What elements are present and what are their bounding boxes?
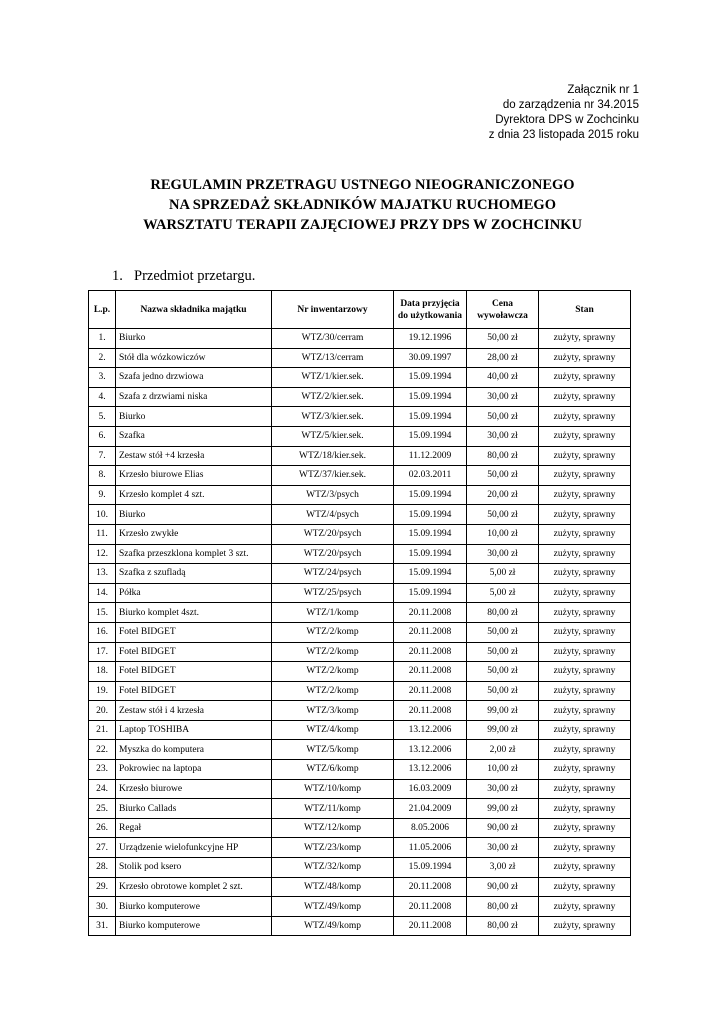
annex-line-3: Dyrektora DPS w Zochcinku xyxy=(495,114,639,126)
cell-date: 15.09.1994 xyxy=(394,544,467,564)
header-lp: L.p. xyxy=(89,291,116,329)
cell-price: 80,00 zł xyxy=(467,603,539,623)
table-row xyxy=(89,485,631,505)
cell-lp: 31. xyxy=(89,916,116,936)
cell-date: 20.11.2008 xyxy=(394,916,467,936)
cell-name: Biurko komputerowe xyxy=(116,897,272,917)
cell-name: Laptop TOSHIBA xyxy=(116,720,272,740)
cell-lp: 15. xyxy=(89,603,116,623)
cell-lp: 14. xyxy=(89,583,116,603)
cell-inventory: WTZ/2/komp xyxy=(272,622,394,642)
cell-inventory: WTZ/3/komp xyxy=(272,701,394,721)
header-name: Nazwa składnika majątku xyxy=(116,291,272,329)
cell-price: 80,00 zł xyxy=(467,446,539,466)
table-row xyxy=(89,799,631,819)
cell-price: 5,00 zł xyxy=(467,583,539,603)
cell-state: zużyty, sprawny xyxy=(539,916,631,936)
section-number: 1. xyxy=(112,268,123,284)
table-row xyxy=(89,760,631,780)
cell-state: zużyty, sprawny xyxy=(539,701,631,721)
table-row xyxy=(89,701,631,721)
table-row xyxy=(89,505,631,525)
cell-inventory: WTZ/49/komp xyxy=(272,916,394,936)
cell-name: Myszka do komputera xyxy=(116,740,272,760)
cell-state: zużyty, sprawny xyxy=(539,877,631,897)
cell-price: 10,00 zł xyxy=(467,760,539,780)
cell-date: 30.09.1997 xyxy=(394,348,467,368)
cell-lp: 16. xyxy=(89,622,116,642)
cell-inventory: WTZ/12/komp xyxy=(272,818,394,838)
cell-date: 15.09.1994 xyxy=(394,407,467,427)
cell-price: 50,00 zł xyxy=(467,681,539,701)
cell-name: Stolik pod ksero xyxy=(116,858,272,878)
cell-price: 50,00 zł xyxy=(467,622,539,642)
cell-inventory: WTZ/32/komp xyxy=(272,858,394,878)
table-row xyxy=(89,603,631,623)
table-row xyxy=(89,329,631,349)
cell-lp: 2. xyxy=(89,348,116,368)
table-row xyxy=(89,387,631,407)
header-price-line-2: wywoławcza xyxy=(477,310,528,321)
cell-inventory: WTZ/3/psych xyxy=(272,485,394,505)
annex-line-2: do zarządzenia nr 34.2015 xyxy=(502,99,639,111)
cell-state: zużyty, sprawny xyxy=(539,544,631,564)
cell-inventory: WTZ/2/komp xyxy=(272,662,394,682)
table-row xyxy=(89,583,631,603)
cell-lp: 17. xyxy=(89,642,116,662)
cell-name: Fotel BIDGET xyxy=(116,642,272,662)
table-row xyxy=(89,544,631,564)
header-date xyxy=(394,291,467,329)
table-row xyxy=(89,524,631,544)
cell-lp: 24. xyxy=(89,779,116,799)
cell-price: 40,00 zł xyxy=(467,368,539,388)
cell-price: 90,00 zł xyxy=(467,818,539,838)
cell-state: zużyty, sprawny xyxy=(539,818,631,838)
cell-price: 30,00 zł xyxy=(467,426,539,446)
cell-date: 21.04.2009 xyxy=(394,799,467,819)
cell-date: 8.05.2006 xyxy=(394,818,467,838)
cell-price: 80,00 zł xyxy=(467,897,539,917)
header-date-line-1: Data przyjęcia xyxy=(400,298,460,309)
cell-inventory: WTZ/4/psych xyxy=(272,505,394,525)
cell-date: 15.09.1994 xyxy=(394,387,467,407)
cell-state: zużyty, sprawny xyxy=(539,426,631,446)
cell-state: zużyty, sprawny xyxy=(539,720,631,740)
cell-state: zużyty, sprawny xyxy=(539,387,631,407)
cell-inventory: WTZ/11/komp xyxy=(272,799,394,819)
table-row xyxy=(89,466,631,486)
cell-date: 11.12.2009 xyxy=(394,446,467,466)
table-row xyxy=(89,642,631,662)
cell-price: 50,00 zł xyxy=(467,662,539,682)
cell-name: Krzesło biurowe Elias xyxy=(116,466,272,486)
title-line-2: NA SPRZEDAŻ SKŁADNIKÓW MAJATKU RUCHOMEGO xyxy=(169,197,556,213)
cell-inventory: WTZ/2/komp xyxy=(272,681,394,701)
cell-name: Krzesło zwykłe xyxy=(116,524,272,544)
cell-lp: 18. xyxy=(89,662,116,682)
cell-name: Pokrowiec na laptopa xyxy=(116,760,272,780)
cell-name: Stół dla wózkowiczów xyxy=(116,348,272,368)
cell-inventory: WTZ/2/komp xyxy=(272,642,394,662)
table-row xyxy=(89,662,631,682)
cell-price: 50,00 zł xyxy=(467,329,539,349)
cell-inventory: WTZ/3/kier.sek. xyxy=(272,407,394,427)
cell-price: 50,00 zł xyxy=(467,407,539,427)
cell-state: zużyty, sprawny xyxy=(539,681,631,701)
cell-inventory: WTZ/1/komp xyxy=(272,603,394,623)
table-row xyxy=(89,622,631,642)
cell-date: 15.09.1994 xyxy=(394,505,467,525)
cell-lp: 28. xyxy=(89,858,116,878)
cell-inventory: WTZ/2/kier.sek. xyxy=(272,387,394,407)
cell-name: Fotel BIDGET xyxy=(116,622,272,642)
cell-state: zużyty, sprawny xyxy=(539,348,631,368)
cell-lp: 12. xyxy=(89,544,116,564)
cell-name: Biurko Callads xyxy=(116,799,272,819)
table-row xyxy=(89,407,631,427)
cell-price: 20,00 zł xyxy=(467,485,539,505)
header-price-line-1: Cena xyxy=(491,298,514,309)
cell-inventory: WTZ/4/komp xyxy=(272,720,394,740)
cell-price: 10,00 zł xyxy=(467,524,539,544)
cell-name: Szafa z drzwiami niska xyxy=(116,387,272,407)
cell-name: Fotel BIDGET xyxy=(116,681,272,701)
cell-name: Biurko xyxy=(116,329,272,349)
header-price xyxy=(467,291,539,329)
table-row xyxy=(89,720,631,740)
cell-state: zużyty, sprawny xyxy=(539,407,631,427)
cell-state: zużyty, sprawny xyxy=(539,564,631,584)
assets-table xyxy=(88,290,631,936)
annex-line-4: z dnia 23 listopada 2015 roku xyxy=(488,129,639,141)
cell-name: Krzesło komplet 4 szt. xyxy=(116,485,272,505)
table-row xyxy=(89,858,631,878)
cell-date: 20.11.2008 xyxy=(394,877,467,897)
cell-lp: 1. xyxy=(89,329,116,349)
cell-price: 5,00 zł xyxy=(467,564,539,584)
cell-name: Półka xyxy=(116,583,272,603)
cell-name: Krzesło biurowe xyxy=(116,779,272,799)
cell-inventory: WTZ/13/cerram xyxy=(272,348,394,368)
table-row xyxy=(89,681,631,701)
title-line-1: REGULAMIN PRZETRAGU USTNEGO NIEOGRANICZONEGO xyxy=(150,177,575,193)
cell-lp: 11. xyxy=(89,524,116,544)
cell-state: zużyty, sprawny xyxy=(539,662,631,682)
cell-date: 15.09.1994 xyxy=(394,583,467,603)
section-label: Przedmiot przetargu. xyxy=(134,268,256,284)
cell-lp: 6. xyxy=(89,426,116,446)
cell-price: 30,00 zł xyxy=(467,779,539,799)
table-row xyxy=(89,564,631,584)
cell-date: 20.11.2008 xyxy=(394,622,467,642)
cell-date: 15.09.1994 xyxy=(394,858,467,878)
cell-date: 20.11.2008 xyxy=(394,897,467,917)
title-line-3: WARSZTATU TERAPII ZAJĘCIOWEJ PRZY DPS W ZOCHCINKU xyxy=(143,217,582,233)
cell-name: Biurko xyxy=(116,407,272,427)
cell-state: zużyty, sprawny xyxy=(539,779,631,799)
cell-date: 15.09.1994 xyxy=(394,368,467,388)
cell-name: Szafka xyxy=(116,426,272,446)
cell-inventory: WTZ/48/komp xyxy=(272,877,394,897)
table-row xyxy=(89,877,631,897)
cell-lp: 26. xyxy=(89,818,116,838)
cell-date: 11.05.2006 xyxy=(394,838,467,858)
cell-lp: 22. xyxy=(89,740,116,760)
cell-name: Szafa jedno drzwiowa xyxy=(116,368,272,388)
cell-price: 30,00 zł xyxy=(467,838,539,858)
table-row xyxy=(89,916,631,936)
header-date-line-2: do użytkowania xyxy=(397,310,463,321)
cell-name: Urządzenie wielofunkcyjne HP xyxy=(116,838,272,858)
cell-date: 15.09.1994 xyxy=(394,426,467,446)
cell-price: 99,00 zł xyxy=(467,720,539,740)
cell-lp: 29. xyxy=(89,877,116,897)
cell-state: zużyty, sprawny xyxy=(539,642,631,662)
cell-state: zużyty, sprawny xyxy=(539,897,631,917)
cell-lp: 7. xyxy=(89,446,116,466)
table-row xyxy=(89,779,631,799)
cell-lp: 19. xyxy=(89,681,116,701)
cell-name: Szafka z szufladą xyxy=(116,564,272,584)
cell-date: 15.09.1994 xyxy=(394,485,467,505)
cell-inventory: WTZ/49/komp xyxy=(272,897,394,917)
cell-date: 15.09.1994 xyxy=(394,564,467,584)
cell-lp: 20. xyxy=(89,701,116,721)
cell-state: zużyty, sprawny xyxy=(539,838,631,858)
cell-lp: 23. xyxy=(89,760,116,780)
cell-inventory: WTZ/5/komp xyxy=(272,740,394,760)
cell-inventory: WTZ/20/psych xyxy=(272,524,394,544)
cell-price: 30,00 zł xyxy=(467,544,539,564)
cell-lp: 3. xyxy=(89,368,116,388)
cell-state: zużyty, sprawny xyxy=(539,524,631,544)
cell-inventory: WTZ/23/komp xyxy=(272,838,394,858)
cell-inventory: WTZ/6/komp xyxy=(272,760,394,780)
cell-inventory: WTZ/30/cerram xyxy=(272,329,394,349)
cell-name: Biurko komplet 4szt. xyxy=(116,603,272,623)
cell-price: 80,00 zł xyxy=(467,916,539,936)
cell-lp: 30. xyxy=(89,897,116,917)
cell-state: zużyty, sprawny xyxy=(539,760,631,780)
cell-name: Zestaw stół +4 krzesła xyxy=(116,446,272,466)
cell-state: zużyty, sprawny xyxy=(539,368,631,388)
cell-lp: 25. xyxy=(89,799,116,819)
cell-inventory: WTZ/1/kier.sek. xyxy=(272,368,394,388)
cell-price: 2,00 zł xyxy=(467,740,539,760)
table-row xyxy=(89,426,631,446)
cell-date: 20.11.2008 xyxy=(394,701,467,721)
cell-lp: 4. xyxy=(89,387,116,407)
cell-lp: 8. xyxy=(89,466,116,486)
cell-name: Krzesło obrotowe komplet 2 szt. xyxy=(116,877,272,897)
cell-price: 50,00 zł xyxy=(467,505,539,525)
cell-state: zużyty, sprawny xyxy=(539,466,631,486)
cell-price: 99,00 zł xyxy=(467,799,539,819)
cell-state: zużyty, sprawny xyxy=(539,603,631,623)
cell-lp: 10. xyxy=(89,505,116,525)
cell-date: 15.09.1994 xyxy=(394,524,467,544)
cell-inventory: WTZ/37/kier.sek. xyxy=(272,466,394,486)
cell-date: 02.03.2011 xyxy=(394,466,467,486)
cell-name: Szafka przeszklona komplet 3 szt. xyxy=(116,544,272,564)
cell-price: 50,00 zł xyxy=(467,642,539,662)
table-row xyxy=(89,446,631,466)
cell-state: zużyty, sprawny xyxy=(539,622,631,642)
cell-inventory: WTZ/10/komp xyxy=(272,779,394,799)
cell-state: zużyty, sprawny xyxy=(539,505,631,525)
cell-date: 20.11.2008 xyxy=(394,642,467,662)
cell-inventory: WTZ/25/psych xyxy=(272,583,394,603)
cell-inventory: WTZ/20/psych xyxy=(272,544,394,564)
document-title xyxy=(0,175,725,235)
cell-price: 3,00 zł xyxy=(467,858,539,878)
cell-state: zużyty, sprawny xyxy=(539,799,631,819)
cell-lp: 27. xyxy=(89,838,116,858)
header-inventory: Nr inwentarzowy xyxy=(272,291,394,329)
cell-price: 99,00 zł xyxy=(467,701,539,721)
annex-header xyxy=(489,83,639,143)
cell-state: zużyty, sprawny xyxy=(539,583,631,603)
cell-name: Zestaw stół i 4 krzesła xyxy=(116,701,272,721)
cell-inventory: WTZ/24/psych xyxy=(272,564,394,584)
cell-price: 90,00 zł xyxy=(467,877,539,897)
table-header-row xyxy=(89,291,631,329)
cell-state: zużyty, sprawny xyxy=(539,485,631,505)
table-row xyxy=(89,838,631,858)
table-row xyxy=(89,897,631,917)
cell-price: 30,00 zł xyxy=(467,387,539,407)
annex-line-1: Załącznik nr 1 xyxy=(567,84,639,96)
table-row xyxy=(89,740,631,760)
cell-lp: 9. xyxy=(89,485,116,505)
cell-date: 13.12.2006 xyxy=(394,720,467,740)
cell-state: zużyty, sprawny xyxy=(539,740,631,760)
cell-date: 20.11.2008 xyxy=(394,662,467,682)
cell-date: 16.03.2009 xyxy=(394,779,467,799)
section-heading xyxy=(112,268,255,285)
cell-lp: 13. xyxy=(89,564,116,584)
cell-inventory: WTZ/5/kier.sek. xyxy=(272,426,394,446)
cell-date: 20.11.2008 xyxy=(394,681,467,701)
table-row xyxy=(89,368,631,388)
cell-lp: 21. xyxy=(89,720,116,740)
cell-name: Biurko xyxy=(116,505,272,525)
cell-inventory: WTZ/18/kier.sek. xyxy=(272,446,394,466)
header-state: Stan xyxy=(539,291,631,329)
cell-name: Fotel BIDGET xyxy=(116,662,272,682)
cell-price: 50,00 zł xyxy=(467,466,539,486)
cell-name: Biurko komputerowe xyxy=(116,916,272,936)
cell-date: 13.12.2006 xyxy=(394,760,467,780)
cell-date: 20.11.2008 xyxy=(394,603,467,623)
cell-state: zużyty, sprawny xyxy=(539,329,631,349)
cell-state: zużyty, sprawny xyxy=(539,858,631,878)
cell-date: 13.12.2006 xyxy=(394,740,467,760)
table-row xyxy=(89,818,631,838)
cell-name: Regał xyxy=(116,818,272,838)
cell-state: zużyty, sprawny xyxy=(539,446,631,466)
cell-lp: 5. xyxy=(89,407,116,427)
table-row xyxy=(89,348,631,368)
cell-price: 28,00 zł xyxy=(467,348,539,368)
cell-date: 19.12.1996 xyxy=(394,329,467,349)
